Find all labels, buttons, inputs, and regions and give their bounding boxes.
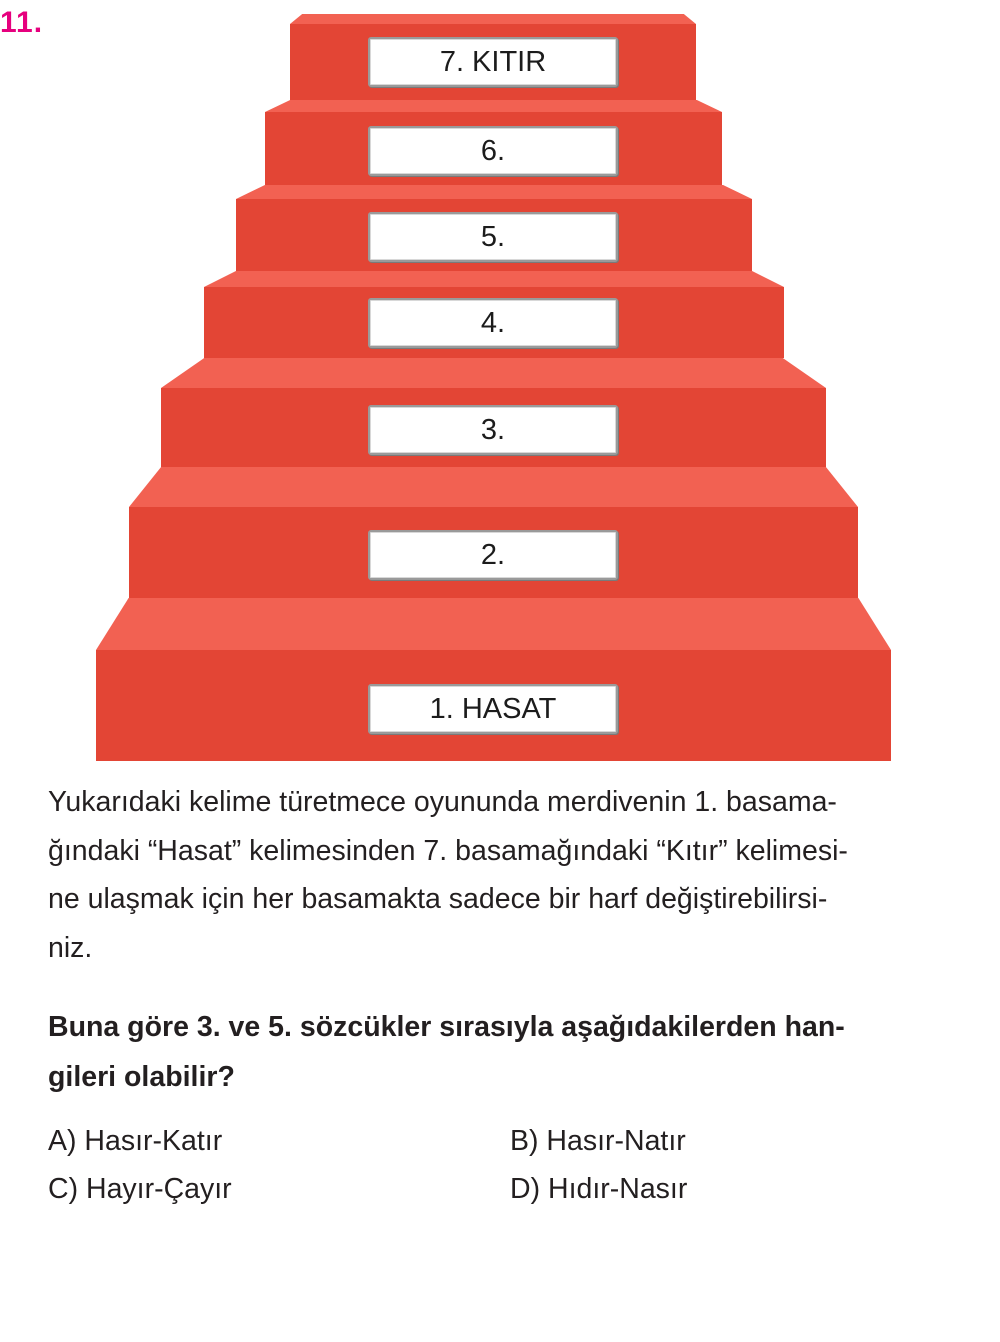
step-3-label: 3. xyxy=(368,405,618,455)
option-a[interactable]: A) Hasır-Katır xyxy=(48,1125,223,1157)
step-4-label: 4. xyxy=(368,298,618,348)
paragraph-line: niz. xyxy=(48,931,93,964)
step-4-top xyxy=(204,271,784,287)
option-b[interactable]: B) Hasır-Natır xyxy=(510,1125,686,1157)
step-6-label: 6. xyxy=(368,126,618,176)
question-line: Buna göre 3. ve 5. sözcükler sırasıyla aşağıdakilerden han- xyxy=(48,1011,845,1043)
question-line: gileri olabilir? xyxy=(48,1061,235,1093)
step-7-top xyxy=(290,14,696,24)
step-3-top xyxy=(161,358,826,388)
step-7-label: 7. KITIR xyxy=(368,37,618,87)
step-6-top xyxy=(265,100,722,112)
option-d[interactable]: D) Hıdır-Nasır xyxy=(510,1173,688,1205)
paragraph-line: Yukarıdaki kelime türetmece oyununda merdivenin 1. basama- xyxy=(48,786,837,818)
paragraph-line: ne ulaşmak için her basamakta sadece bir harf değiştirebilirsi- xyxy=(48,883,828,915)
paragraph-line: ğındaki “Hasat” kelimesinden 7. basamağındaki “Kıtır” kelimesi- xyxy=(48,834,848,867)
question-prompt xyxy=(48,1002,948,1102)
problem-paragraph xyxy=(48,778,948,972)
question-number: 11. xyxy=(0,6,44,39)
step-1-label: 1. HASAT xyxy=(368,684,618,734)
step-2-top xyxy=(129,467,858,507)
step-2-label: 2. xyxy=(368,530,618,580)
step-1-top xyxy=(96,598,891,650)
step-5-label: 5. xyxy=(368,212,618,262)
step-5-top xyxy=(236,185,752,199)
option-c[interactable]: C) Hayır-Çayır xyxy=(48,1173,232,1205)
